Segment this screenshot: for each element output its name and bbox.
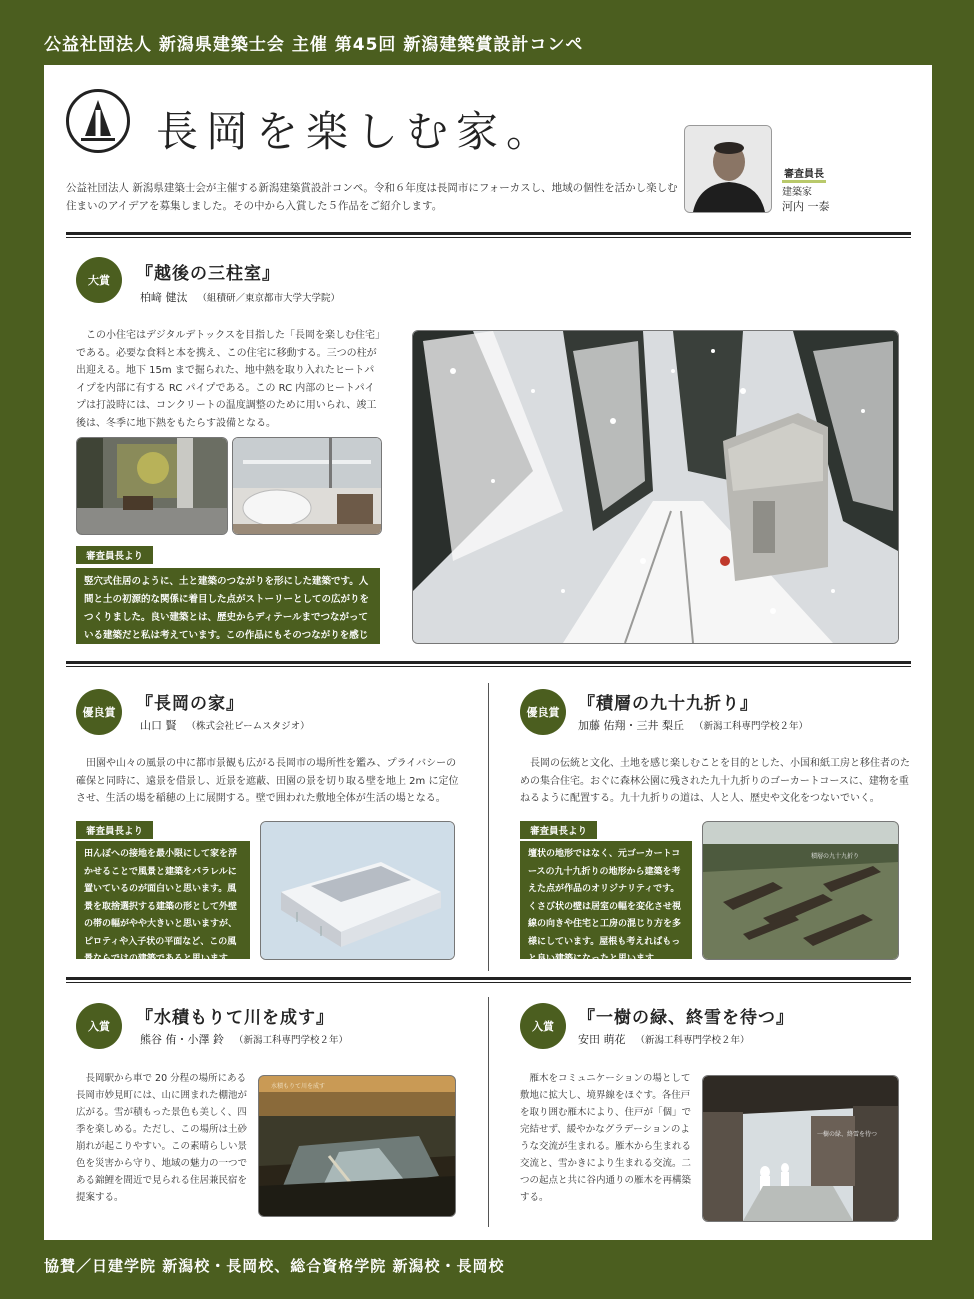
work-author xyxy=(140,717,310,733)
model-photo-image xyxy=(260,821,455,960)
judge-job: 建築家 xyxy=(782,187,812,198)
sponsors-footer: 協賛／日建学院 新潟校・長岡校、総合資格学院 新潟校・長岡校 xyxy=(44,1257,505,1275)
award-badge: 優良賞 xyxy=(76,689,122,735)
work-description: 長岡の伝統と文化、土地を感じ楽しむことを目的とした、小国和紙工房と移住者のための集合住宅。おぐに森林公園に残された九十九折りのゴーカートコースに、建物を重ねるように配置する。九十九折りの道は、人と人、歴史や文化をつないでいく。 xyxy=(520,758,910,804)
article-page xyxy=(44,65,932,1240)
section-divider xyxy=(66,661,911,664)
review-label: 審査員長より xyxy=(520,821,597,839)
author-affiliation: （組積研／東京都市大学大学院） xyxy=(197,293,341,304)
award-badge: 大賞 xyxy=(76,257,122,303)
author-affiliation: （新潟工科専門学校２年） xyxy=(635,1035,750,1046)
interior-render-image xyxy=(76,437,228,535)
work-description: この小住宅はデジタルデトックスを目指した「長岡を楽しむ住宅」である。必要な食料と本を携え、この住宅に移動する。三つの柱が出迎える。地下 15m まで掘られた、地中熱を取り入れたヒートパイプを内部に有する RC パイプである。この RC 内部のヒートパイプは打設時には、コンクリートの温度調整のために用いられ、竣工後は、冬季に地下熱をもたらす設備となる。 xyxy=(76,330,380,429)
section-divider xyxy=(66,232,911,235)
work-author xyxy=(140,289,340,305)
work-title: 『一樹の緑、終雪を待つ』 xyxy=(578,1008,794,1028)
author-name: 山口 賢 xyxy=(140,719,177,732)
night-render-image xyxy=(258,1075,456,1217)
image-caption: 一樹の緑、終雪を待つ xyxy=(817,1131,878,1138)
author-name: 熊谷 侑・小澤 鈴 xyxy=(140,1033,224,1046)
review-text: 壇状の地形ではなく、元ゴーカートコースの九十九折りの地形から建築を考えた点が作品のオリジナリティです。くさび状の壁は居室の幅を変化させ視線の向きや住宅と工房の混じり方を多様にしています。屋根も考えればもっと良い建築になったと思います。 xyxy=(520,841,692,959)
image-caption: 水積もりて川を成す xyxy=(271,1083,326,1090)
work-author xyxy=(578,1031,750,1047)
author-name: 安田 萌花 xyxy=(578,1033,626,1046)
award-badge: 入賞 xyxy=(76,1003,122,1049)
award-badge: 優良賞 xyxy=(520,689,566,735)
judge-name: 河内 一泰 xyxy=(782,200,830,213)
architect-logo-icon xyxy=(66,89,130,153)
work-title: 『長岡の家』 xyxy=(136,694,244,714)
image-caption: 積層の九十九折り xyxy=(811,853,860,860)
column-divider xyxy=(488,683,489,971)
aerial-render-image xyxy=(702,821,899,960)
work-description: 雁木をコミュニケーションの場として敷地に拡大し、境界線をほぐす。各住戸を取り囲む雁木により、住戸が「個」で完結せず、緩やかなグラデーションのような交流が生まれる。雁木から生まれる交流と、雪かきにより生まれる交流。二つの起点と共に谷内通りの雁木を再構築する。 xyxy=(520,1073,692,1203)
author-affiliation: （新潟工科専門学校２年） xyxy=(234,1035,349,1046)
section-divider-thin xyxy=(66,666,911,667)
award-badge: 入賞 xyxy=(520,1003,566,1049)
author-name: 柏﨑 健汰 xyxy=(140,291,188,304)
work-author xyxy=(578,717,808,733)
section-divider-thin xyxy=(66,982,911,983)
author-affiliation: （株式会社ビームスタジオ） xyxy=(186,721,310,732)
intro-text: 公益社団法人 新潟県建築士会が主催する新潟建築賞設計コンペ。令和６年度は長岡市にフォーカスし、地域の個性を活かし楽しむ住まいのアイデアを募集しました。その中から入賞した５作品をご紹介します。 xyxy=(66,182,678,212)
review-label: 審査員長より xyxy=(76,546,153,564)
review-label: 審査員長より xyxy=(76,821,153,839)
page-title: 長岡を楽しむ家。 xyxy=(156,107,557,156)
judge-photo xyxy=(684,125,772,213)
section-divider-thin xyxy=(66,237,911,238)
snow-forest-render-image xyxy=(412,330,899,644)
work-description: 田園や山々の風景の中に都市景観も広がる長岡市の場所性を鑑み、プライバシーの確保と同時に、遠景を借景し、近景を遮蔽、田園の景を切り取る壁を地上 2m に定位させ、生活の場を稲穂の上に展開する。壁で囲われた敷地全体が生活の場となる。 xyxy=(76,758,459,804)
bathroom-render-image xyxy=(232,437,382,535)
review-text: 竪穴式住居のように、土と建築のつながりを形にした建築です。人間と土の初源的な関係に着目した点がストーリーとしての広がりをつくりました。良い建築とは、歴史からディテールまでつながっている建築だと私は考えています。この作品にもそのつながりを感じました。 xyxy=(76,568,380,644)
work-title: 『水積もりて川を成す』 xyxy=(136,1008,334,1028)
work-title: 『越後の三柱室』 xyxy=(136,264,280,284)
column-divider xyxy=(488,997,489,1227)
work-description: 長岡駅から車で 20 分程の場所にある長岡市妙見町には、山に囲まれた棚池が広がる。雪が積もった景色も美しく、四季を楽しめる。ただし、この場所は土砂崩れが起こりやすい。この素晴らしい景色を災害から守り、地域の魅力の一つである錦鯉を間近で見られる住居兼民宿を提案する。 xyxy=(76,1073,248,1203)
header-banner: 公益社団法人 新潟県建築士会 主催 第45回 新潟建築賞設計コンペ xyxy=(44,35,584,55)
section-divider xyxy=(66,977,911,980)
work-title: 『積層の九十九折り』 xyxy=(578,694,758,714)
work-author xyxy=(140,1031,348,1047)
author-affiliation: （新潟工科専門学校２年） xyxy=(694,721,809,732)
author-name: 加藤 佑翔・三井 梨丘 xyxy=(578,719,684,732)
judge-role: 審査員長 xyxy=(782,165,826,183)
review-text: 田んぼへの接地を最小限にして家を浮かせることで風景と建築をパラレルに置いているのが面白いと思います。風景を取捨選択する建築の形として外壁の帯の幅がやや大きいと思いますが、ピロティや入子状の平面など、この風景ならではの建築であると思います。 xyxy=(76,841,250,959)
gangi-arcade-render-image xyxy=(702,1075,899,1222)
